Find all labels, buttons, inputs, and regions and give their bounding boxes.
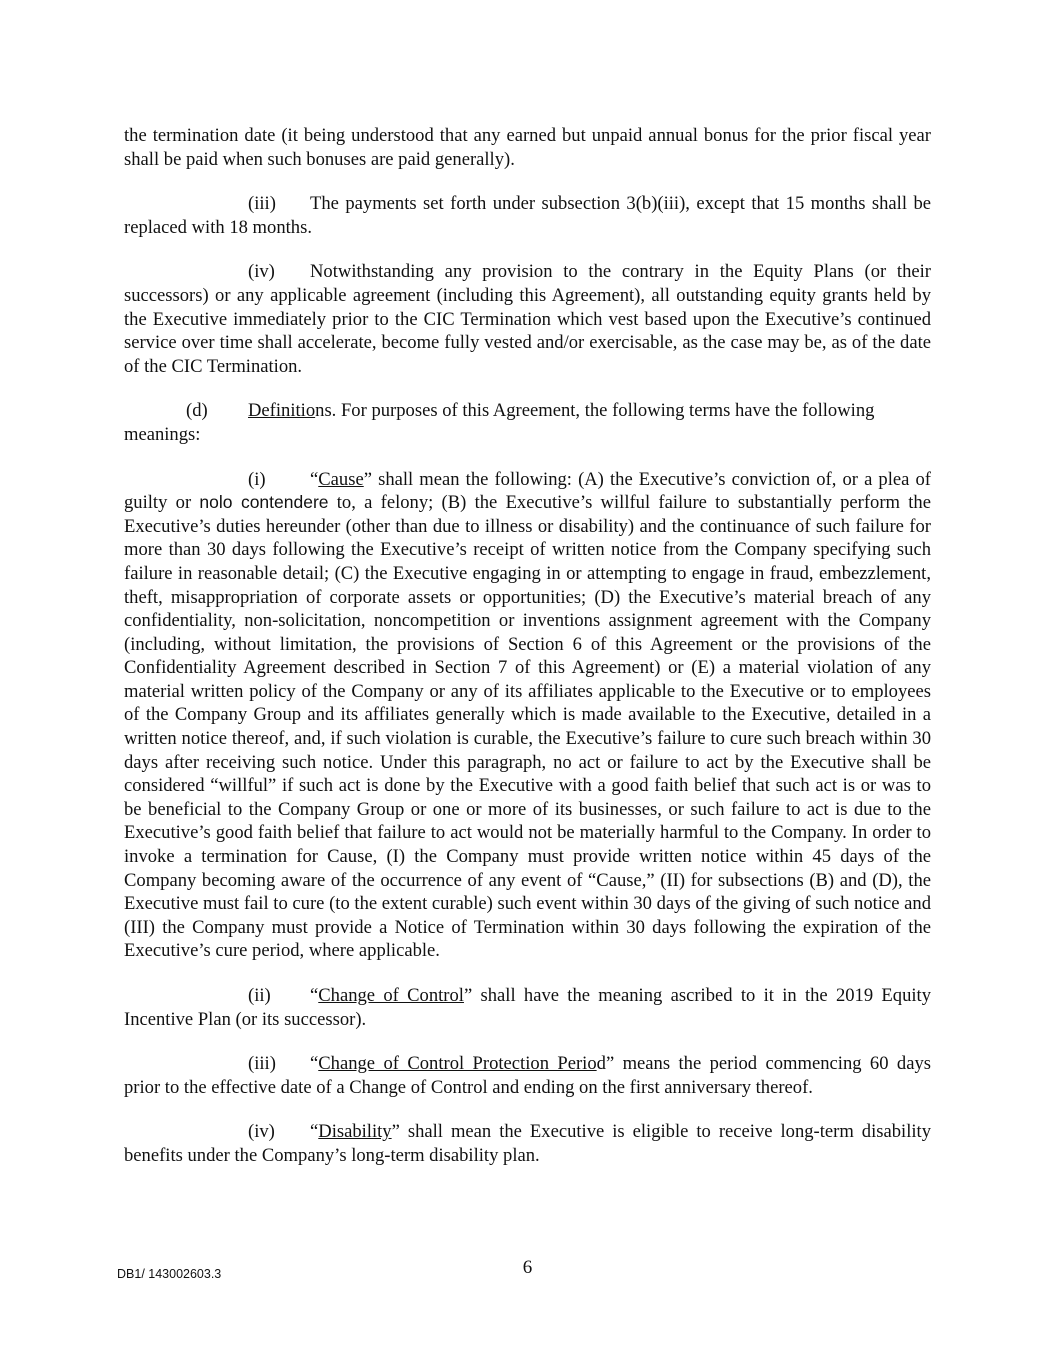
section-heading: Definitio [248,400,316,422]
definition-number: (iv) [248,1121,275,1143]
definition-text: d” means the period commencing 60 days prior to the effective date of a Change of Control and ending on the first anniversary thereof. [124,1053,932,1098]
definition-text: ” shall have the meaning ascribed to it in the 2019 Equity Incentive Plan (or its successor). [124,985,932,1030]
continuation-text: the termination date (it being understood that any earned but unpaid annual bonus for the prior fiscal year shall be paid when such bonuses are paid generally). [124,125,931,170]
open-quote: “ [310,985,319,1006]
section-intro-text: ns. For purposes of this Agreement, the following terms have the following meanings: [124,400,875,445]
definition-cause [124,468,931,963]
definition-cic-protection-period [124,1052,931,1099]
clause-number: (iv) [248,261,275,283]
section-number: (d) [186,400,208,422]
open-quote: “ [310,1053,319,1075]
page-number: 6 [522,1257,533,1278]
definition-change-of-control [124,984,931,1031]
definition-number: (iii) [248,1053,276,1075]
continuation-paragraph [124,124,931,171]
definition-number: (i) [248,468,266,490]
clause-text: The payments set forth under subsection 3(b)(iii), except that 15 months shall be replaced with 18 months. [124,193,931,238]
clause-c-iii [124,192,931,239]
definition-text: ” shall mean the following: (A) the Executive’s conviction of, or a plea of guilty or [124,468,931,514]
definition-number: (ii) [248,985,271,1006]
clause-c-iv [124,260,931,378]
clause-number: (iii) [248,193,276,215]
latin-phrase: nolo contendere [199,492,329,513]
document-page [124,124,931,1168]
defined-term: Cause [318,468,364,490]
open-quote: “ [310,1121,319,1143]
section-d-definitions [124,399,931,446]
definition-text-continued: to, a felony; (B) the Executive’s willful failure to substantially perform the Executive’s duties hereunder (other than due to illness or disability) and the continuance of such failure for more than 30 days following the Executive’s receipt of written notice from the Company specifying such failure in reasonable detail; (C) the Executive engaging in or attempting to engage in fraud, embezzlement, theft, misappropriation of corporate assets or opportunities; (D) the Executive’s material breach of any confidentiality, non-solicitation, noncompetition or inventions assignment agreement with the Company (including, without limitation, the provisions of Section 6 of this Agreement or the provisions of the Confidentiality Agreement described in Section 7 of this Agreement) or (E) a material violation of any material written policy of the Company or any of its affiliates applicable to the Executive or to employees of the Company Group and its affiliates generally which is made available to the Executive, detailed in a written notice thereof, and, if such violation is curable, the Executive’s failure to cure such breach within 30 days after receiving such notice. Under this paragraph, no act or failure to act by the Executive shall be considered “willful” if such act is done by the Executive with a good faith belief that such act is or was to be beneficial to the Company Group or one or more of its businesses, or such failure to act is due to the Executive’s good faith belief that failure to act would not be materially harmful to the Company. In order to invoke a termination for Cause, (I) the Company must provide written notice within 45 days of the Company becoming aware of the occurrence of any event of “Cause,” (II) for subsections (B) and (D), the Executive must fail to cure (to the extent curable) such event within 30 days of the giving of such notice and (III) the Company must provide a Notice of Termination within 30 days following the expiration of the Executive’s cure period, where applicable. [124,492,931,962]
defined-term: Change of Control Protection Perio [318,1053,597,1075]
open-quote: “ [310,468,319,490]
definition-disability [124,1120,931,1167]
clause-text: Notwithstanding any provision to the contrary in the Equity Plans (or their successors) or any applicable agreement (including this Agreement), all outstanding equity grants held by the Executive immediately prior to the CIC Termination which vest based upon the Executive’s continued service over time shall accelerate, become fully vested and/or exercisable, as the case may be, as of the date of the CIC Termination. [124,261,931,377]
definition-text: ” shall mean the Executive is eligible to receive long-term disability benefits under the Company’s long-term disability plan. [124,1121,931,1166]
defined-term: Disability [318,1121,392,1143]
document-id: DB1/ 143002603.3 [117,1267,222,1281]
defined-term: Change of Control [318,985,464,1006]
